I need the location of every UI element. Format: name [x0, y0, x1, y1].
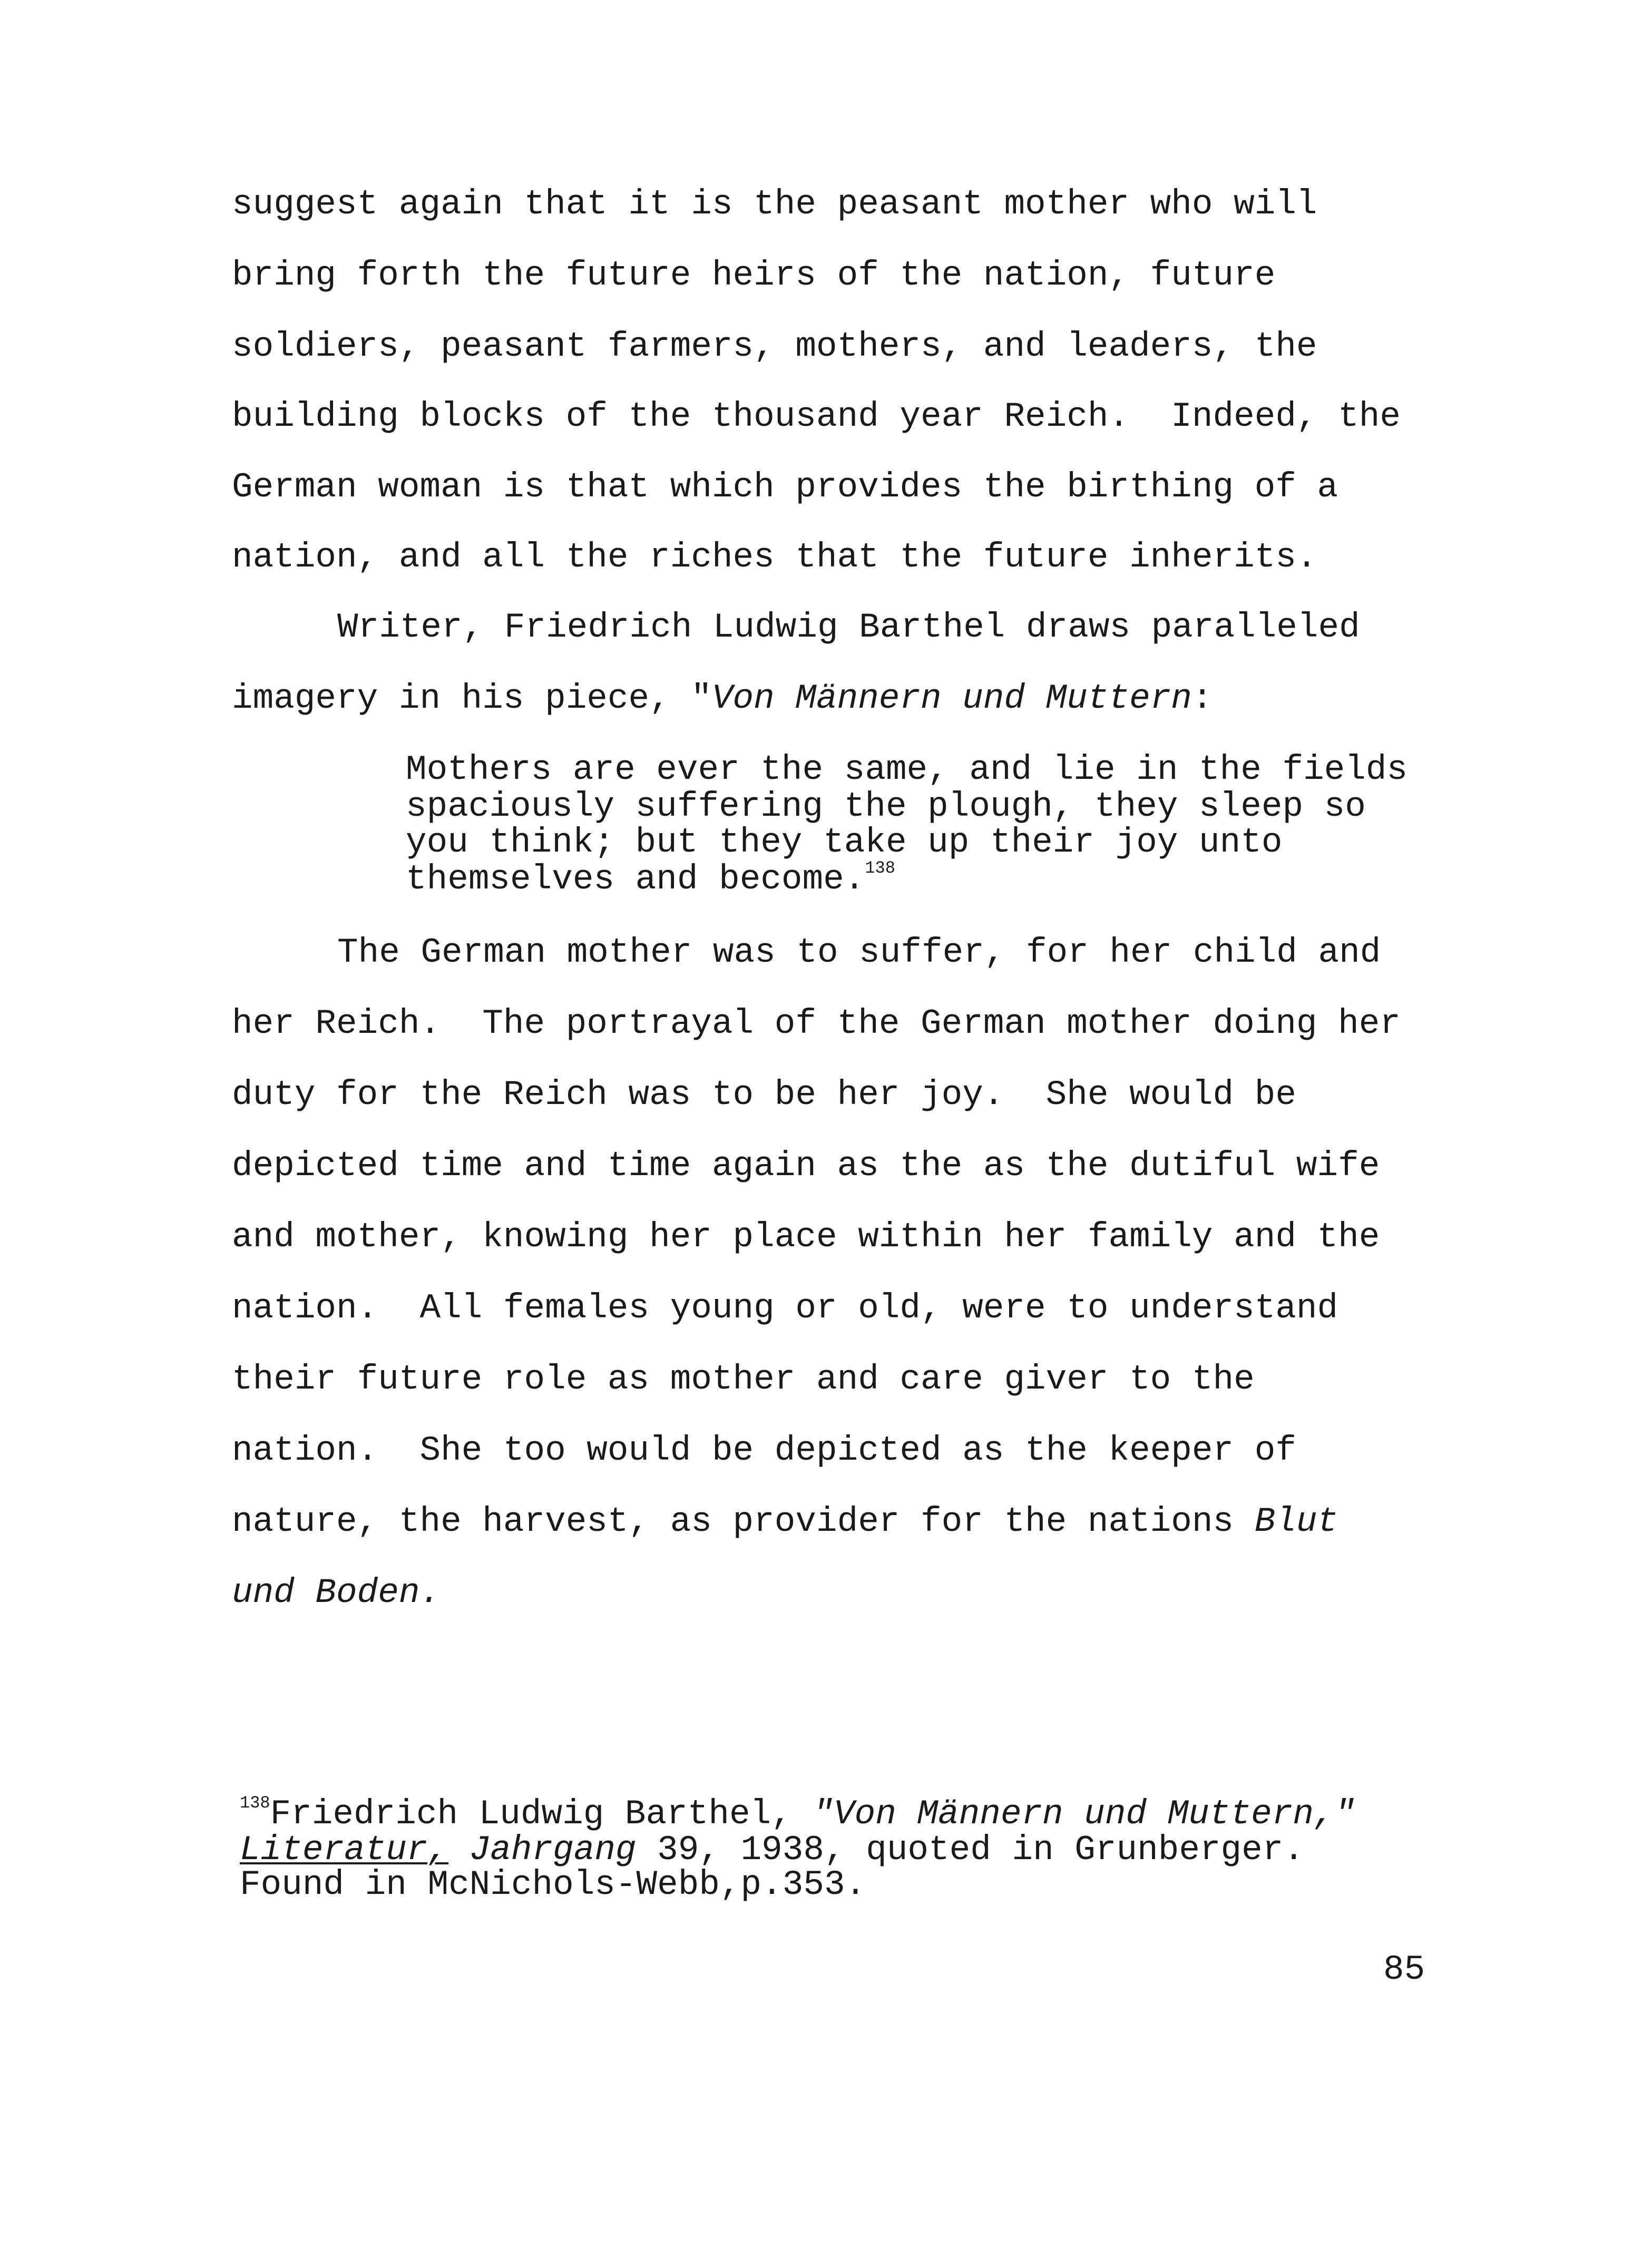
- footnote-line: [240, 1793, 1356, 1834]
- journal-title: Literatur,: [240, 1830, 449, 1870]
- body-line: [232, 1573, 441, 1613]
- body-line: building blocks of the thousand year Reich. Indeed, the: [232, 397, 1401, 436]
- footnote-line: Found in McNichols-Webb,p.353.: [240, 1865, 866, 1904]
- body-line: [232, 1504, 1338, 1539]
- text-span: 39, 1938, quoted in Grunberger.: [636, 1830, 1304, 1870]
- page-number: 85: [1383, 1950, 1425, 1989]
- footnote-line: [240, 1830, 1304, 1870]
- text-span: :: [1191, 679, 1213, 718]
- work-title: Von Männern und Muttern: [711, 679, 1192, 718]
- quote-line: [406, 858, 895, 899]
- body-line: The German mother was to suffer, for her child and: [337, 933, 1381, 972]
- body-line: soldiers, peasant farmers, mothers, and leaders, the: [232, 327, 1317, 366]
- body-line: Writer, Friedrich Ludwig Barthel draws paralleled: [337, 608, 1360, 647]
- work-title: "Von Männern und Muttern,": [813, 1794, 1356, 1834]
- text-span: imagery in his piece, ": [232, 679, 712, 718]
- quote-line: you think; but they take up their joy unto: [406, 823, 1283, 862]
- body-line: bring forth the future heirs of the nation, future: [232, 256, 1276, 295]
- quote-line: Mothers are ever the same, and lie in the fields: [406, 750, 1408, 789]
- body-line: German woman is that which provides the birthing of a: [232, 467, 1338, 507]
- footnote-marker: 138: [240, 1793, 270, 1813]
- body-line: her Reich. The portrayal of the German mother doing her: [232, 1004, 1401, 1043]
- italic-phrase: und Boden.: [232, 1573, 441, 1613]
- body-line: suggest again that it is the peasant mother who will: [232, 184, 1317, 224]
- body-line: [232, 681, 1213, 716]
- italic-phrase: Blut: [1254, 1502, 1338, 1541]
- body-line: duty for the Reich was to be her joy. She would be: [232, 1075, 1296, 1115]
- body-line: nation. She too would be depicted as the keeper of: [232, 1431, 1296, 1470]
- journal-volume-label: Jahrgang: [448, 1830, 637, 1870]
- body-line: nation. All females young or old, were to understand: [232, 1288, 1338, 1328]
- footnote-reference: 138: [865, 858, 895, 878]
- body-line: depicted time and time again as the as the dutiful wife: [232, 1146, 1380, 1186]
- text-span: Friedrich Ludwig Barthel,: [270, 1794, 813, 1834]
- body-line: their future role as mother and care giver to the: [232, 1360, 1255, 1399]
- text-span: themselves and become.: [406, 859, 865, 899]
- text-span: nature, the harvest, as provider for the nations: [232, 1502, 1255, 1541]
- body-line: nation, and all the riches that the future inherits.: [232, 538, 1317, 577]
- quote-line: spaciously suffering the plough, they sleep so: [406, 787, 1366, 826]
- body-line: and mother, knowing her place within her family and the: [232, 1217, 1380, 1257]
